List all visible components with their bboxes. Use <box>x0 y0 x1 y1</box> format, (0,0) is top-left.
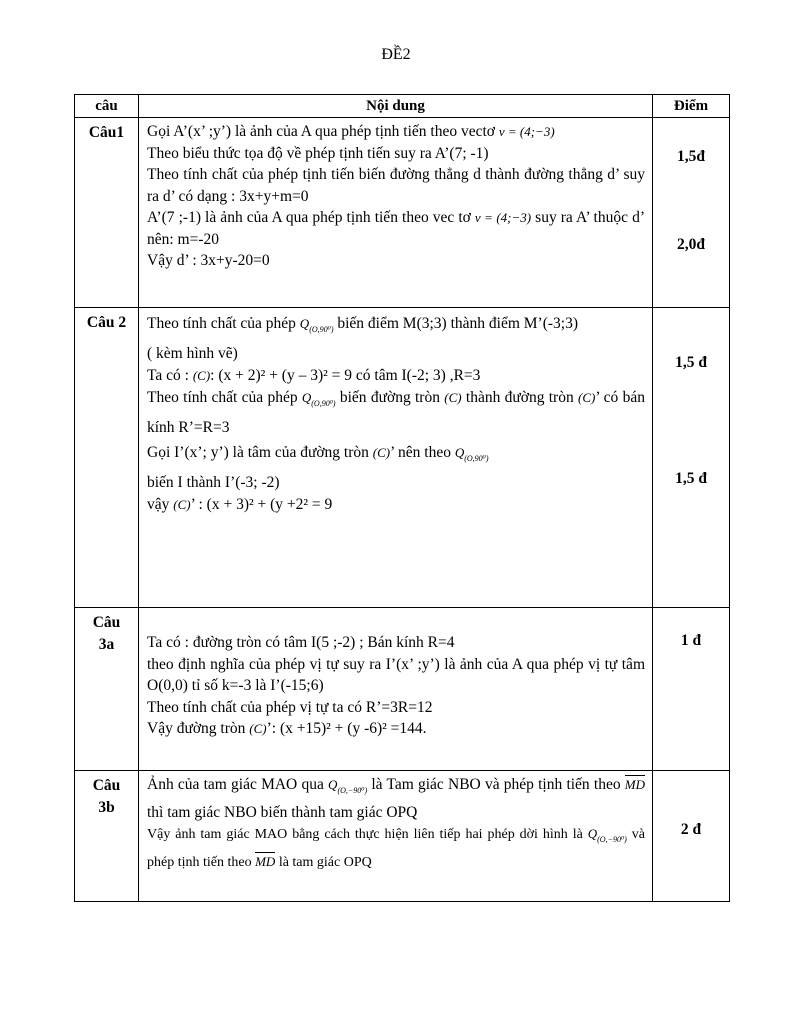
header-row <box>75 95 730 118</box>
vector-v: v = (4;−3) <box>474 210 532 225</box>
text-line: suy ra A’ thuộc d’ nên: m=-20 <box>147 209 645 248</box>
text-line: và phép tịnh tiến theo <box>147 827 645 870</box>
text-line: biến điểm M(3;3) thành điểm M’(-3;3) <box>333 315 579 332</box>
text-line: Vậy d’ : 3x+y-20=0 <box>147 252 270 269</box>
operator-q: Q <box>328 777 338 792</box>
text-line: ( kèm hình vẽ) <box>147 345 238 362</box>
score-cell <box>653 118 730 308</box>
operator-q: Q <box>301 390 312 405</box>
circle-c: (C) <box>578 390 596 405</box>
operator-q: Q <box>587 826 598 841</box>
text-line: là tam giác OPQ <box>275 854 372 870</box>
vector-md: MD <box>625 774 645 796</box>
vector-md: MD <box>255 851 275 873</box>
text-line: thành đường tròn <box>461 389 579 406</box>
text-line: Ta có : đường tròn có tâm I(5 ;-2) ; Bán kính R=4 <box>147 634 455 651</box>
text-line: Ta có : <box>147 366 193 384</box>
table-row <box>75 608 730 771</box>
content-cell <box>139 118 653 308</box>
text-line: Gọi I’(x’; y’) là tâm của đường tròn <box>147 444 373 461</box>
score-value: 1,5 đ <box>675 354 707 371</box>
text-line: biến I thành I’(-3; -2) <box>147 474 280 491</box>
score-cell <box>653 771 730 902</box>
cau-label: Câu1 <box>75 118 139 308</box>
text-line: biến đường tròn <box>335 389 445 406</box>
text-line: ’: (x +15)² + (y -6)² =144. <box>266 720 427 737</box>
text-line: Theo tính chất của phép vị tự ta có R’=3R=12 <box>147 698 433 716</box>
page-title: ĐỀ2 <box>381 46 411 63</box>
text-line: ’ có bán kính R’=R=3 <box>147 389 645 436</box>
text-line: vậy <box>147 495 174 513</box>
text-line: theo định nghĩa của phép vị tự suy ra I’(x’ ;y’) là ảnh của A qua phép vị tự tâm O(0,0) tỉ số k=-3 là I’(-15;6) <box>147 655 645 694</box>
score-value: 1,5 đ <box>675 470 707 487</box>
text-line: thì tam giác NBO biến thành tam giác OPQ <box>147 803 418 821</box>
operator-subscript: (O,−90⁰) <box>597 835 627 844</box>
text-line: Ảnh của tam giác MAO qua <box>147 776 329 793</box>
table-row <box>75 771 730 902</box>
operator-q: Q <box>299 316 310 331</box>
text-line: Vậy ảnh tam giác MAO bằng cách thực hiện liên tiếp hai phép dời hình là <box>147 827 588 842</box>
score-cell <box>653 608 730 771</box>
score-value: 2 đ <box>680 821 702 838</box>
text-line: là Tam giác NBO và phép tịnh tiến theo <box>367 776 625 793</box>
text-line: Theo tính chất của phép <box>147 315 300 332</box>
answer-table <box>74 94 730 902</box>
cau-label: Câu 2 <box>75 308 139 608</box>
cau-label: Câu 3a <box>75 608 139 771</box>
operator-subscript: (O,90⁰) <box>464 454 489 463</box>
table-row <box>75 308 730 608</box>
score-value: 1,5đ <box>677 148 705 165</box>
text-line: ’ nên theo <box>390 444 455 461</box>
operator-q: Q <box>454 445 465 460</box>
operator-subscript: (O,90⁰) <box>309 325 334 334</box>
content-cell <box>139 771 653 902</box>
circle-c: (C) <box>173 496 191 512</box>
header-cau: câu <box>75 95 139 118</box>
operator-subscript: (O,90⁰) <box>311 399 336 408</box>
text-line: Theo tính chất của phép tịnh tiến biến đường thẳng d thành đường thẳng d’ suy ra d’ có dạng : 3x+y+m=0 <box>147 166 645 205</box>
text-line: A’(7 ;-1) là ảnh của A qua phép tịnh tiến theo vec tơ <box>147 209 475 226</box>
cau-label: Câu 3b <box>75 771 139 902</box>
circle-c: (C) <box>444 390 462 405</box>
circle-c: (C) <box>192 367 211 383</box>
text-line: ’ : (x + 3)² + (y +2² = 9 <box>190 495 333 513</box>
circle-c: (C) <box>249 721 267 736</box>
text-line: Gọi A’(x’ ;y’) là ảnh của A qua phép tịnh tiến theo vectơ <box>147 123 499 140</box>
table-row <box>75 118 730 308</box>
operator-subscript: (O,−90⁰) <box>337 786 368 795</box>
score-cell <box>653 308 730 608</box>
vector-v: v = (4;−3) <box>498 124 555 139</box>
score-value: 1 đ <box>680 632 702 649</box>
text-line: Vậy đường tròn <box>147 720 250 737</box>
content-cell <box>139 308 653 608</box>
content-cell <box>139 608 653 771</box>
circle-c: (C) <box>372 445 391 460</box>
text-line: Theo biểu thức tọa độ về phép tịnh tiến suy ra A’(7; -1) <box>147 144 489 162</box>
score-value: 2,0đ <box>677 236 705 253</box>
header-noi-dung: Nội dung <box>139 95 653 118</box>
text-line: Theo tính chất của phép <box>147 389 302 406</box>
header-diem: Điểm <box>653 95 730 118</box>
text-line: : (x + 2)² + (y – 3)² = 9 có tâm I(-2; 3) ,R=3 <box>210 366 481 384</box>
